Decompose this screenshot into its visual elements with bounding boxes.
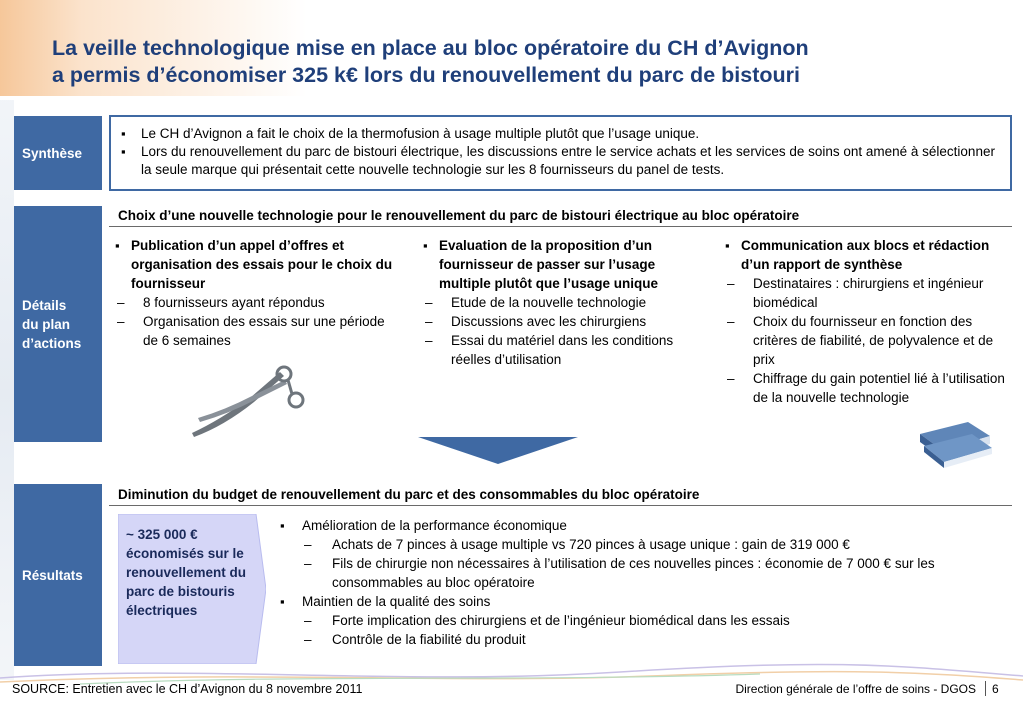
details-column-1-item: – Organisation des essais sur une période de 6 semaines bbox=[113, 312, 393, 350]
details-column-3-heading: ▪ Communication aux blocs et rédaction d’un rapport de synthèse bbox=[723, 236, 1013, 274]
footer-org: Direction générale de l’offre de soins - DGOS bbox=[735, 682, 976, 696]
resultats-sub-item: – Forte implication des chirurgiens et de l’ingénieur biomédical dans les essais bbox=[278, 611, 1013, 630]
footer-separator bbox=[985, 681, 986, 696]
details-column-3 bbox=[723, 236, 1013, 407]
slide-title-line-1: La veille technologique mise en place au bloc opératoire du CH d’Avignon bbox=[52, 36, 809, 60]
synthese-label: Synthèse bbox=[14, 116, 102, 190]
source-note: SOURCE: Entretien avec le CH d’Avignon du 8 novembre 2011 bbox=[12, 682, 363, 696]
resultats-sub-item: – Fils de chirurgie non nécessaires à l’utilisation de ces nouvelles pinces : économie de 7 000 € sur les consommables au bloc opératoire bbox=[278, 554, 1013, 592]
down-arrow bbox=[418, 437, 578, 464]
resultats-sub-item: – Achats de 7 pinces à usage multiple vs 720 pinces à usage unique : gain de 319 000 € bbox=[278, 535, 1013, 554]
details-label-line-2: du plan bbox=[22, 316, 70, 332]
resultats-list bbox=[278, 516, 1013, 649]
surgical-forceps-image bbox=[180, 358, 315, 440]
savings-highlight bbox=[118, 514, 266, 664]
details-label-line-3: d’actions bbox=[22, 335, 82, 351]
resultats-section-title: Diminution du budget de renouvellement du parc et des consommables du bloc opératoire bbox=[118, 487, 700, 502]
details-column-3-item: – Chiffrage du gain potentiel lié à l’utilisation de la nouvelle technologie bbox=[723, 369, 1013, 407]
resultats-bullet: ▪ Maintien de la qualité des soins bbox=[278, 592, 1013, 611]
slide-title-line-2: a permis d’économiser 325 k€ lors du renouvellement du parc de bistouri bbox=[52, 63, 800, 87]
details-label-line-1: Détails bbox=[22, 297, 67, 313]
details-section-title: Choix d’une nouvelle technologie pour le renouvellement du parc de bistouri électrique au bloc opératoire bbox=[118, 208, 800, 223]
details-label bbox=[14, 206, 102, 442]
details-column-3-item: – Choix du fournisseur en fonction des critères de fiabilité, de polyvalence et de prix bbox=[723, 312, 1013, 369]
resultats-label: Résultats bbox=[14, 484, 102, 666]
details-section-rule bbox=[109, 226, 1012, 227]
slide-title bbox=[52, 35, 1012, 89]
resultats-section-rule bbox=[109, 505, 1012, 506]
details-column-1 bbox=[113, 236, 393, 350]
synthese-bullet-1: ▪ Le CH d’Avignon a fait le choix de la thermofusion à usage multiple plutôt que l’usage unique. bbox=[119, 125, 1002, 143]
details-column-2-item: – Essai du matériel dans les conditions réelles d’utilisation bbox=[421, 331, 706, 369]
details-column-2-item: – Discussions avec les chirurgiens bbox=[421, 312, 706, 331]
left-decoration bbox=[0, 100, 14, 680]
resultats-bullet: ▪ Amélioration de la performance économique bbox=[278, 516, 1013, 535]
details-column-1-heading: ▪ Publication d’un appel d’offres et organisation des essais pour le choix du fournisseur bbox=[113, 236, 393, 293]
savings-highlight-text: ~ 325 000 € économisés sur le renouvellement du parc de bistouris électriques bbox=[126, 527, 247, 618]
report-books-image bbox=[916, 420, 994, 470]
details-column-3-item: – Destinataires : chirurgiens et ingénieur biomédical bbox=[723, 274, 1013, 312]
resultats-sub-item: – Contrôle de la fiabilité du produit bbox=[278, 630, 1013, 649]
synthese-box bbox=[109, 115, 1012, 191]
page-number: 6 bbox=[992, 682, 999, 696]
details-column-2-heading: ▪ Evaluation de la proposition d’un fournisseur de passer sur l’usage multiple plutôt que l’usage unique bbox=[421, 236, 706, 293]
details-column-2 bbox=[421, 236, 706, 369]
details-column-2-item: – Etude de la nouvelle technologie bbox=[421, 293, 706, 312]
synthese-bullet-2: ▪ Lors du renouvellement du parc de bistouri électrique, les discussions entre le service achats et les services de soins ont amené à sélectionner la seule marque qui présentait cette nouvelle technologie sur les 8 fournisseurs du panel de tests. bbox=[119, 143, 1002, 179]
details-column-1-item: – 8 fournisseurs ayant répondus bbox=[113, 293, 393, 312]
